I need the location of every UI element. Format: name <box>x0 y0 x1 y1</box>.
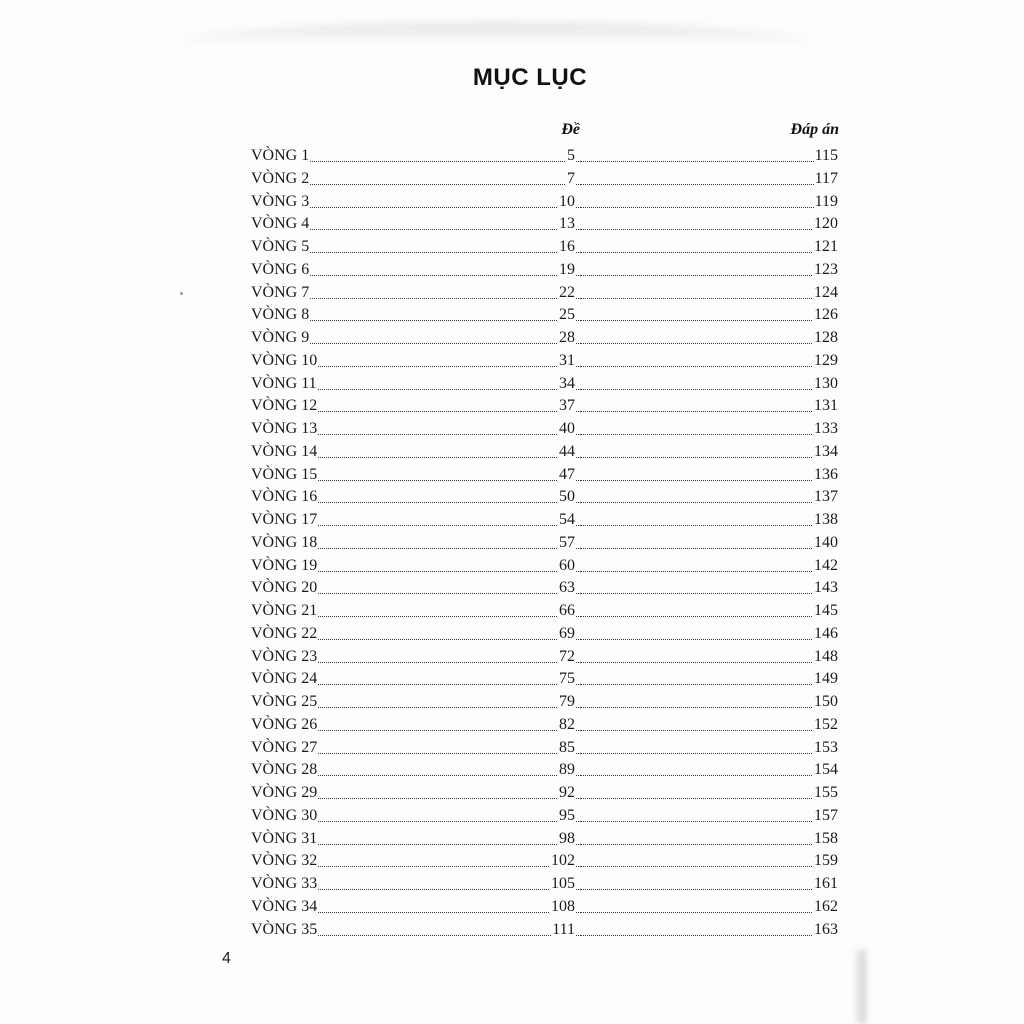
toc-entry-de-page: 66 <box>558 600 575 623</box>
toc-entry-dap-an-page: 149 <box>813 668 838 691</box>
table-of-contents <box>251 145 838 941</box>
toc-entry <box>251 555 838 578</box>
toc-entry-dap-an-page: 152 <box>813 714 838 737</box>
toc-entry-de-page: 19 <box>558 259 575 282</box>
toc-entry-label: VÒNG 8 <box>251 304 310 327</box>
toc-entry-dap-an-page: 126 <box>813 304 838 327</box>
toc-entry-de-page: 54 <box>558 509 575 532</box>
toc-entry-label: VÒNG 29 <box>251 782 318 805</box>
toc-entry-de-page: 92 <box>558 782 575 805</box>
toc-entry-de-page: 60 <box>558 555 575 578</box>
toc-entry-label: VÒNG 33 <box>251 873 318 896</box>
toc-entry-label: VÒNG 12 <box>251 395 318 418</box>
toc-entry-dap-an-page: 128 <box>813 327 838 350</box>
dot-leader <box>581 502 838 503</box>
toc-entry-label: VÒNG 27 <box>251 737 318 760</box>
toc-entry-dap-an-page: 150 <box>813 691 838 714</box>
toc-entry <box>251 509 838 532</box>
toc-entry-label: VÒNG 25 <box>251 691 318 714</box>
dot-leader <box>581 434 838 435</box>
toc-entry-dap-an-page: 117 <box>814 168 838 191</box>
dot-leader <box>581 275 838 276</box>
toc-entry-label: VÒNG 16 <box>251 486 318 509</box>
toc-entry-de-page: 25 <box>558 304 575 327</box>
toc-entry <box>251 191 838 214</box>
toc-entry-de-page: 72 <box>558 646 575 669</box>
toc-entry <box>251 373 838 396</box>
toc-entry-dap-an-page: 143 <box>813 577 838 600</box>
toc-entry <box>251 236 838 259</box>
toc-entry-label: VÒNG 34 <box>251 896 318 919</box>
toc-entry <box>251 259 838 282</box>
page-curve-shadow <box>175 22 815 44</box>
toc-entry-label: VÒNG 1 <box>251 145 310 168</box>
toc-entry-label: VÒNG 28 <box>251 759 318 782</box>
dot-leader <box>581 571 838 572</box>
dot-leader <box>581 480 838 481</box>
toc-entry-label: VÒNG 18 <box>251 532 318 555</box>
toc-entry <box>251 850 838 873</box>
toc-entry <box>251 145 838 168</box>
toc-entry-label: VÒNG 19 <box>251 555 318 578</box>
toc-entry <box>251 282 838 305</box>
toc-entry-de-page: 10 <box>558 191 575 214</box>
toc-entry-de-page: 89 <box>558 759 575 782</box>
toc-entry-dap-an-page: 137 <box>813 486 838 509</box>
toc-entry <box>251 486 838 509</box>
toc-entry-label: VÒNG 13 <box>251 418 318 441</box>
dot-leader <box>581 161 838 162</box>
dot-leader <box>581 821 838 822</box>
dot-leader <box>581 457 838 458</box>
toc-entry-de-page: 28 <box>558 327 575 350</box>
toc-entry-dap-an-page: 161 <box>813 873 838 896</box>
toc-entry-dap-an-page: 134 <box>813 441 838 464</box>
toc-entry-label: VÒNG 30 <box>251 805 318 828</box>
dot-leader <box>581 207 838 208</box>
page-title: MỤC LỤC <box>472 64 588 91</box>
dot-leader <box>581 616 838 617</box>
toc-entry-label: VÒNG 10 <box>251 350 318 373</box>
toc-entry-label: VÒNG 24 <box>251 668 318 691</box>
page-edge-shadow <box>852 950 866 1024</box>
page-number: 4 <box>222 950 231 967</box>
toc-entry-dap-an-page: 130 <box>813 373 838 396</box>
toc-entry-dap-an-page: 120 <box>813 213 838 236</box>
toc-entry-dap-an-page: 155 <box>813 782 838 805</box>
dot-leader <box>581 912 838 913</box>
toc-entry <box>251 873 838 896</box>
dot-leader <box>581 639 838 640</box>
toc-entry-de-page: 95 <box>558 805 575 828</box>
toc-entry <box>251 304 838 327</box>
toc-entry-de-page: 40 <box>558 418 575 441</box>
toc-entry <box>251 395 838 418</box>
toc-entry-label: VÒNG 22 <box>251 623 318 646</box>
dot-leader <box>581 320 838 321</box>
toc-entry-de-page: 111 <box>551 919 575 942</box>
toc-entry-label: VÒNG 6 <box>251 259 310 282</box>
dot-leader <box>581 662 838 663</box>
toc-entry-dap-an-page: 153 <box>813 737 838 760</box>
toc-entry <box>251 418 838 441</box>
toc-entry-de-page: 108 <box>550 896 575 919</box>
toc-entry-label: VÒNG 32 <box>251 850 318 873</box>
toc-entry-label: VÒNG 17 <box>251 509 318 532</box>
toc-entry-de-page: 13 <box>558 213 575 236</box>
toc-entry <box>251 327 838 350</box>
toc-entry <box>251 737 838 760</box>
toc-entry <box>251 441 838 464</box>
toc-entry <box>251 600 838 623</box>
toc-entry-dap-an-page: 123 <box>813 259 838 282</box>
toc-entry-dap-an-page: 159 <box>813 850 838 873</box>
toc-entry-de-page: 50 <box>558 486 575 509</box>
toc-entry <box>251 577 838 600</box>
toc-entry <box>251 532 838 555</box>
toc-entry-de-page: 105 <box>550 873 575 896</box>
toc-entry <box>251 714 838 737</box>
dot-leader <box>581 889 838 890</box>
dot-leader <box>581 866 838 867</box>
toc-entry-dap-an-page: 129 <box>813 350 838 373</box>
toc-entry-label: VÒNG 23 <box>251 646 318 669</box>
toc-entry-dap-an-page: 148 <box>813 646 838 669</box>
toc-entry-label: VÒNG 14 <box>251 441 318 464</box>
dot-leader <box>581 935 838 936</box>
toc-entry-label: VÒNG 5 <box>251 236 310 259</box>
toc-entry-de-page: 44 <box>558 441 575 464</box>
toc-entry-dap-an-page: 157 <box>813 805 838 828</box>
toc-entry-dap-an-page: 131 <box>813 395 838 418</box>
dot-leader <box>581 730 838 731</box>
dot-leader <box>581 252 838 253</box>
toc-entry-de-page: 57 <box>558 532 575 555</box>
toc-entry <box>251 646 838 669</box>
toc-entry-dap-an-page: 145 <box>813 600 838 623</box>
toc-entry <box>251 213 838 236</box>
toc-entry-de-page: 16 <box>558 236 575 259</box>
dot-leader <box>581 525 838 526</box>
toc-entry-de-page: 22 <box>558 282 575 305</box>
dot-leader <box>581 844 838 845</box>
toc-entry-de-page: 82 <box>558 714 575 737</box>
toc-entry-de-page: 85 <box>558 737 575 760</box>
toc-entry-dap-an-page: 124 <box>813 282 838 305</box>
toc-entry-de-page: 47 <box>558 464 575 487</box>
toc-entry-de-page: 63 <box>558 577 575 600</box>
toc-entry <box>251 350 838 373</box>
toc-entry-de-page: 5 <box>566 145 575 168</box>
dot-leader <box>581 366 838 367</box>
dot-leader <box>581 775 838 776</box>
toc-entry <box>251 896 838 919</box>
dot-leader <box>581 229 838 230</box>
toc-entry-de-page: 79 <box>558 691 575 714</box>
toc-entry-dap-an-page: 115 <box>814 145 838 168</box>
toc-entry-label: VÒNG 7 <box>251 282 310 305</box>
toc-entry-de-page: 102 <box>550 850 575 873</box>
dot-leader <box>581 184 838 185</box>
toc-entry-dap-an-page: 121 <box>813 236 838 259</box>
toc-entry-de-page: 75 <box>558 668 575 691</box>
toc-entry-label: VÒNG 11 <box>251 373 318 396</box>
toc-entry-label: VÒNG 2 <box>251 168 310 191</box>
toc-entry-dap-an-page: 142 <box>813 555 838 578</box>
toc-entry-label: VÒNG 4 <box>251 213 310 236</box>
toc-entry-de-page: 37 <box>558 395 575 418</box>
paper-speck <box>180 292 183 295</box>
toc-entry <box>251 919 838 942</box>
dot-leader <box>581 389 838 390</box>
toc-entry-dap-an-page: 154 <box>813 759 838 782</box>
toc-entry-label: VÒNG 20 <box>251 577 318 600</box>
toc-entry-label: VÒNG 9 <box>251 327 310 350</box>
toc-entry-de-page: 31 <box>558 350 575 373</box>
dot-leader <box>581 548 838 549</box>
toc-entry-label: VÒNG 26 <box>251 714 318 737</box>
dot-leader <box>581 798 838 799</box>
toc-entry-dap-an-page: 138 <box>813 509 838 532</box>
toc-entry-dap-an-page: 136 <box>813 464 838 487</box>
toc-entry-label: VÒNG 3 <box>251 191 310 214</box>
toc-entry-label: VÒNG 21 <box>251 600 318 623</box>
toc-entry <box>251 623 838 646</box>
toc-entry <box>251 168 838 191</box>
toc-entry <box>251 805 838 828</box>
column-header-de: Đề <box>561 121 580 138</box>
toc-entry-de-page: 7 <box>566 168 575 191</box>
toc-entry-label: VÒNG 15 <box>251 464 318 487</box>
toc-entry-label: VÒNG 35 <box>251 919 318 942</box>
column-header-dap-an: Đáp án <box>790 121 839 138</box>
dot-leader <box>581 684 838 685</box>
toc-entry <box>251 759 838 782</box>
toc-entry-dap-an-page: 140 <box>813 532 838 555</box>
toc-entry-dap-an-page: 158 <box>813 828 838 851</box>
toc-entry-label: VÒNG 31 <box>251 828 318 851</box>
toc-entry-dap-an-page: 119 <box>814 191 838 214</box>
toc-entry <box>251 782 838 805</box>
toc-entry <box>251 464 838 487</box>
dot-leader <box>581 753 838 754</box>
toc-entry <box>251 828 838 851</box>
dot-leader <box>581 707 838 708</box>
toc-entry <box>251 668 838 691</box>
toc-entry <box>251 691 838 714</box>
dot-leader <box>581 298 838 299</box>
toc-entry-de-page: 98 <box>558 828 575 851</box>
dot-leader <box>581 411 838 412</box>
toc-entry-dap-an-page: 146 <box>813 623 838 646</box>
dot-leader <box>581 343 838 344</box>
toc-entry-dap-an-page: 163 <box>813 919 838 942</box>
toc-entry-dap-an-page: 133 <box>813 418 838 441</box>
toc-entry-de-page: 34 <box>558 373 575 396</box>
toc-entry-de-page: 69 <box>558 623 575 646</box>
dot-leader <box>581 593 838 594</box>
toc-entry-dap-an-page: 162 <box>813 896 838 919</box>
